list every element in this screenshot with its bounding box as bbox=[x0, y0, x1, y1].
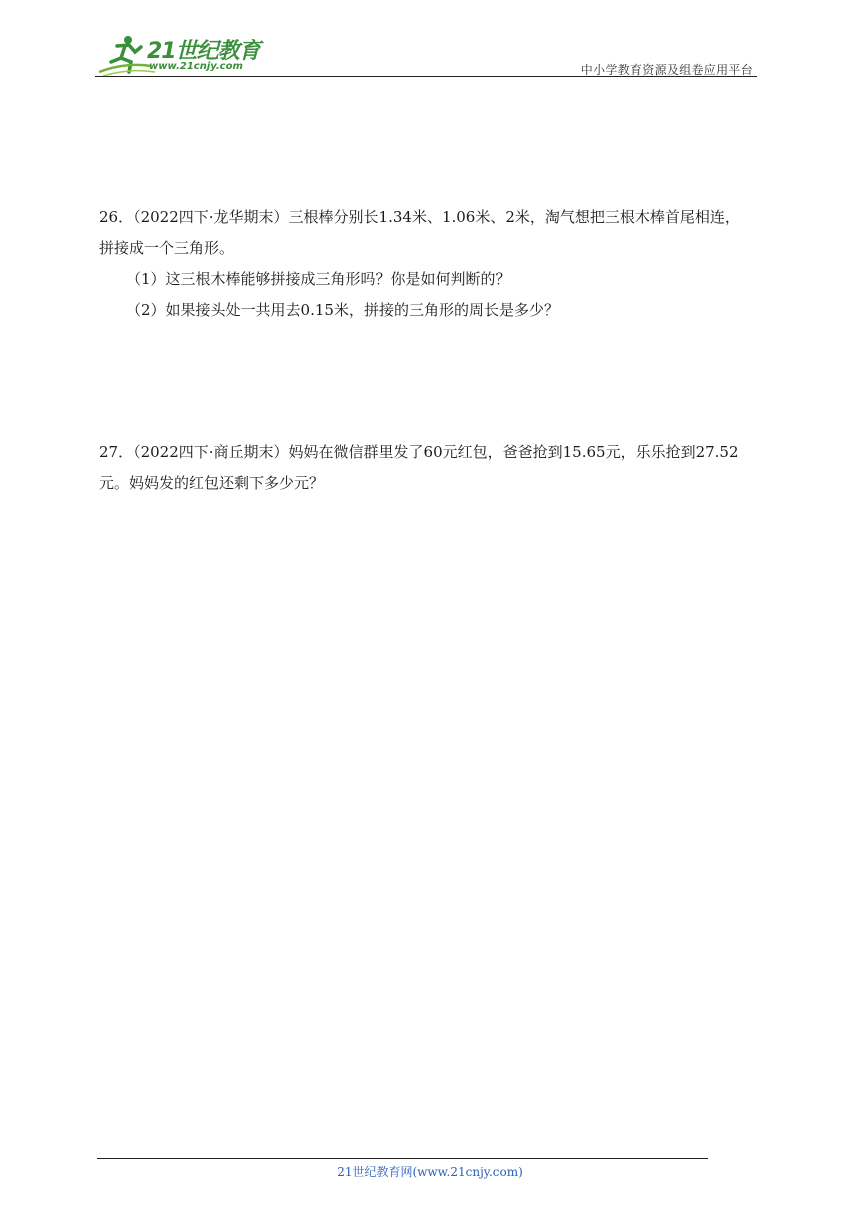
sub-question-1: （1）这三根木棒能够拼接成三角形吗？你是如何判断的？ bbox=[126, 270, 511, 288]
logo bbox=[95, 32, 265, 78]
platform-name: 中小学教育资源及组卷应用平台 bbox=[580, 63, 753, 77]
logo-url: www.21cnjy.com bbox=[149, 61, 243, 72]
sub-question-2: （2）如果接头处一共用去0.15米，拼接的三角形的周长是多少？ bbox=[126, 301, 559, 319]
question-source: （2022四下·龙华期末） bbox=[133, 208, 289, 226]
question-number: 27． bbox=[99, 443, 134, 461]
footer-divider bbox=[97, 1158, 708, 1159]
footer-source[interactable]: 21世纪教育网(www.21cnjy.com) bbox=[337, 1165, 523, 1179]
page-header bbox=[95, 32, 757, 78]
question-source: （2022四下·商丘期末） bbox=[133, 443, 289, 461]
question-text-continued: 元。妈妈发的红包还剩下多少元？ bbox=[99, 474, 325, 492]
question-text: 妈妈在微信群里发了60元红包，爸爸抢到15.65元，乐乐抢到27.52 bbox=[288, 443, 739, 461]
logo-text: 21世纪教育 bbox=[147, 39, 260, 64]
question-text-continued: 拼接成一个三角形。 bbox=[99, 239, 235, 257]
question-stem bbox=[99, 437, 769, 468]
header-divider bbox=[95, 76, 757, 77]
question-27 bbox=[99, 437, 769, 499]
question-number: 26． bbox=[99, 208, 134, 226]
question-text: 三根棒分别长1.34米、1.06米、2米，淘气想把三根木棒首尾相连， bbox=[288, 208, 740, 226]
question-stem bbox=[99, 202, 769, 233]
question-26 bbox=[99, 202, 769, 326]
